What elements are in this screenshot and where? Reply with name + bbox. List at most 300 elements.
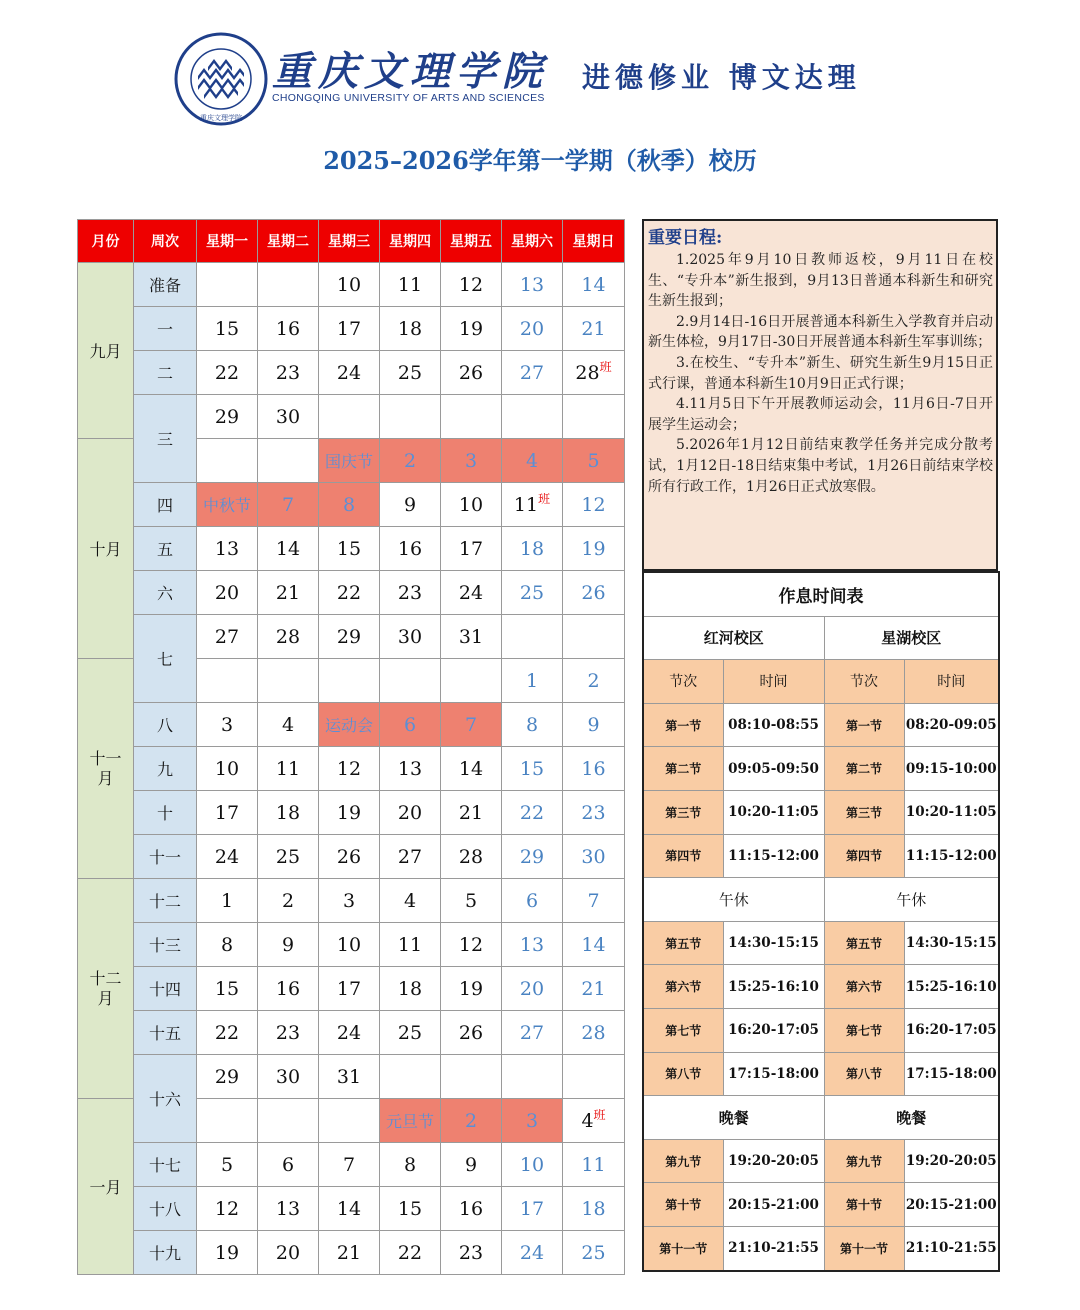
day-cell: 11 [563,1143,625,1187]
day-cell: 21 [563,967,625,1011]
day-cell: 27 [502,351,563,395]
week-label: 十 [134,791,197,835]
day-cell: 2 [563,659,625,703]
day-cell: 30 [258,395,319,439]
day-number: 28 [575,361,600,384]
day-cell: 31 [441,615,502,659]
day-cell: 7 [319,1143,380,1187]
col-header-tue: 星期二 [258,220,319,263]
day-cell [563,395,625,439]
col-header-mon: 星期一 [197,220,258,263]
day-cell: 25 [563,1231,625,1275]
calendar-row [78,835,625,879]
day-cell: 10 [319,923,380,967]
week-label: 十八 [134,1187,197,1231]
day-cell: 16 [563,747,625,791]
day-cell: 12 [441,923,502,967]
timetable-header-row [643,660,999,704]
campus-xinghu: 星湖校区 [824,616,999,660]
period-name: 第八节 [643,1052,723,1096]
period-name: 第五节 [643,921,723,965]
holiday-cell: 2 [380,439,441,483]
schedule-note: 1.2025年9月10日教师返校，9月11日在校生、“专升本”新生报到，9月13日普通本科新生和研究生新生报到； [648,252,993,310]
day-cell: 29 [502,835,563,879]
day-cell: 25 [502,571,563,615]
day-cell: 18 [258,791,319,835]
logo-ring-text: 重庆文理学院 [200,114,242,122]
period-name: 第十一节 [824,1226,904,1270]
day-cell: 21 [563,307,625,351]
holiday-cell: 5 [563,439,625,483]
col-header-period: 节次 [824,660,904,704]
holiday-cell: 7 [441,703,502,747]
day-cell: 9 [441,1143,502,1187]
day-cell: 12 [563,483,625,527]
day-cell: 24 [319,351,380,395]
period-name: 第八节 [824,1052,904,1096]
calendar-row [78,967,625,1011]
calendar-row [78,703,625,747]
day-cell [197,263,258,307]
timetable-title-row [643,572,999,616]
month-label: 十月 [78,439,134,659]
col-header-fri: 星期五 [441,220,502,263]
day-cell [319,395,380,439]
day-cell: 19 [563,527,625,571]
day-cell: 29 [197,1055,258,1099]
week-label: 一 [134,307,197,351]
day-cell: 20 [197,571,258,615]
day-cell: 16 [441,1187,502,1231]
period-name: 第九节 [824,1139,904,1183]
day-cell-workday [563,1099,625,1143]
day-cell: 23 [380,571,441,615]
calendar-row [78,1011,625,1055]
day-cell: 29 [197,395,258,439]
period-name: 第六节 [824,965,904,1009]
period-time: 17:15-18:00 [904,1052,999,1096]
week-label: 六 [134,571,197,615]
day-cell: 9 [563,703,625,747]
day-number: 11 [513,493,539,516]
period-time: 09:15-10:00 [904,747,999,791]
day-cell: 13 [197,527,258,571]
day-cell: 16 [380,527,441,571]
day-cell: 9 [258,923,319,967]
period-row [643,790,999,834]
calendar-row [78,1143,625,1187]
campus-row [643,616,999,660]
holiday-cell: 中秋节 [197,483,258,527]
day-cell: 14 [563,923,625,967]
timetable [642,571,1000,1272]
workday-mark: 班 [538,491,551,506]
day-cell [380,659,441,703]
day-cell: 23 [258,1011,319,1055]
day-cell: 25 [258,835,319,879]
day-cell [258,659,319,703]
day-cell: 6 [502,879,563,923]
holiday-cell: 4 [502,439,563,483]
period-time: 09:05-09:50 [723,747,824,791]
schedule-note: 3.在校生、“专升本”新生、研究生新生9月15日正式行课，普通本科新生10月9日正式行课； [648,354,993,392]
day-cell: 26 [441,1011,502,1055]
day-cell: 24 [197,835,258,879]
period-name: 第三节 [824,790,904,834]
week-label: 十七 [134,1143,197,1187]
day-cell: 14 [258,527,319,571]
day-cell: 21 [258,571,319,615]
month-label: 一月 [78,1099,134,1275]
week-label: 十二 [134,879,197,923]
col-header-time: 时间 [904,660,999,704]
week-label: 十一 [134,835,197,879]
day-cell: 10 [319,263,380,307]
important-schedule-title: 重要日程: [648,228,723,248]
day-cell [563,1055,625,1099]
day-cell: 28 [258,615,319,659]
day-cell: 22 [502,791,563,835]
period-time: 10:20-11:05 [723,790,824,834]
day-cell: 22 [197,351,258,395]
week-label: 七 [134,615,197,703]
day-cell: 19 [441,307,502,351]
day-cell: 18 [380,967,441,1011]
page-title: 2025–2026学年第一学期（秋季）校历 [323,146,757,175]
day-cell: 25 [380,1011,441,1055]
break-row [643,1096,999,1140]
week-label: 十六 [134,1055,197,1143]
day-cell [563,615,625,659]
day-cell: 30 [563,835,625,879]
day-cell: 23 [441,1231,502,1275]
period-time: 14:30-15:15 [723,921,824,965]
day-cell: 19 [197,1231,258,1275]
week-label: 十四 [134,967,197,1011]
day-cell: 8 [502,703,563,747]
day-cell: 12 [197,1187,258,1231]
day-cell [319,1099,380,1143]
day-cell: 17 [319,967,380,1011]
schedule-note: 2.9月14日-16日开展普通本科新生入学教育并启动新生体检，9月17日-30日开展普通本科新生军事训练； [648,313,993,351]
period-name: 第十节 [824,1183,904,1227]
dinner-break-label: 晚餐 [824,1096,999,1140]
period-time: 19:20-20:05 [904,1139,999,1183]
day-cell: 27 [380,835,441,879]
day-cell [502,1055,563,1099]
period-time: 20:15-21:00 [723,1183,824,1227]
holiday-cell: 国庆节 [319,439,380,483]
col-header-period: 节次 [643,660,723,704]
day-cell: 3 [197,703,258,747]
calendar-row [78,351,625,395]
day-cell: 19 [319,791,380,835]
day-cell [441,395,502,439]
timetable-title: 作息时间表 [643,572,999,616]
day-cell [197,439,258,483]
day-cell-workday [502,483,563,527]
day-cell: 19 [441,967,502,1011]
day-cell: 14 [441,747,502,791]
day-cell: 17 [319,307,380,351]
period-name: 第二节 [824,747,904,791]
day-cell: 14 [563,263,625,307]
period-name: 第四节 [824,834,904,878]
day-cell: 21 [441,791,502,835]
period-name: 第二节 [643,747,723,791]
period-time: 21:10-21:55 [723,1226,824,1270]
period-name: 第四节 [643,834,723,878]
holiday-cell: 运动会 [319,703,380,747]
day-cell: 30 [258,1055,319,1099]
calendar-row [78,483,625,527]
calendar-row [78,791,625,835]
day-cell: 18 [563,1187,625,1231]
holiday-cell: 3 [441,439,502,483]
day-cell [258,1099,319,1143]
period-time: 21:10-21:55 [904,1226,999,1270]
period-time: 11:15-12:00 [904,834,999,878]
day-cell: 13 [258,1187,319,1231]
day-cell: 13 [380,747,441,791]
col-header-sun: 星期日 [563,220,625,263]
day-cell [502,395,563,439]
day-cell: 8 [380,1143,441,1187]
period-name: 第一节 [643,703,723,747]
day-cell: 23 [258,351,319,395]
holiday-cell: 2 [441,1099,502,1143]
day-cell: 3 [319,879,380,923]
calendar-row [78,879,625,923]
day-cell: 21 [319,1231,380,1275]
calendar-row [78,923,625,967]
period-time: 11:15-12:00 [723,834,824,878]
noon-break-label: 午休 [824,878,999,922]
week-label: 十五 [134,1011,197,1055]
period-row [643,1139,999,1183]
day-cell: 28 [441,835,502,879]
day-cell: 15 [197,967,258,1011]
day-cell: 2 [258,879,319,923]
period-time: 14:30-15:15 [904,921,999,965]
calendar-row [78,1055,625,1099]
period-name: 第一节 [824,703,904,747]
period-row [643,747,999,791]
break-row [643,878,999,922]
calendar-row [78,1231,625,1275]
workday-mark: 班 [593,1107,606,1122]
noon-break-label: 午休 [643,878,824,922]
day-cell: 17 [441,527,502,571]
calendar-row [78,527,625,571]
day-cell: 25 [380,351,441,395]
day-cell-workday [563,351,625,395]
week-label: 二 [134,351,197,395]
period-row [643,1008,999,1052]
day-cell: 1 [502,659,563,703]
calendar-header-row [78,220,625,263]
school-logo [174,32,268,126]
school-name-cn: 重庆文理学院 [272,48,548,95]
day-cell [380,395,441,439]
day-cell: 20 [502,307,563,351]
day-cell: 29 [319,615,380,659]
period-time: 19:20-20:05 [723,1139,824,1183]
day-cell: 14 [319,1187,380,1231]
day-cell: 24 [319,1011,380,1055]
calendar-row [78,571,625,615]
col-header-time: 时间 [723,660,824,704]
period-row [643,965,999,1009]
schedule-note: 5.2026年1月12日前结束教学任务并完成分散考试，1月12日-18日结束集中考试，1月26日前结束学校所有行政工作，1月26日正式放寒假。 [648,437,993,495]
day-cell: 13 [502,923,563,967]
calendar-row [78,615,625,659]
day-cell: 20 [258,1231,319,1275]
week-label: 九 [134,747,197,791]
day-cell: 15 [197,307,258,351]
calendar-row [78,395,625,439]
period-time: 20:15-21:00 [904,1183,999,1227]
day-cell: 28 [563,1011,625,1055]
day-cell: 12 [319,747,380,791]
month-label [78,659,134,879]
day-cell: 17 [502,1187,563,1231]
day-cell: 23 [563,791,625,835]
week-label: 准备 [134,263,197,307]
holiday-cell: 元旦节 [380,1099,441,1143]
week-label: 十九 [134,1231,197,1275]
day-cell: 26 [441,351,502,395]
month-label: 九月 [78,263,134,439]
period-name: 第九节 [643,1139,723,1183]
period-time: 08:10-08:55 [723,703,824,747]
col-header-week: 周次 [134,220,197,263]
day-cell: 11 [380,263,441,307]
schedule-note: 4.11月5日下午开展教师运动会，11月6日-7日开展学生运动会； [648,396,993,433]
day-cell: 20 [502,967,563,1011]
day-cell: 11 [258,747,319,791]
period-time: 16:20-17:05 [904,1008,999,1052]
dinner-break-label: 晚餐 [643,1096,824,1140]
month-label-text: 十一月 [89,748,122,788]
day-cell: 9 [380,483,441,527]
col-header-month: 月份 [78,220,134,263]
day-cell: 8 [197,923,258,967]
day-cell: 16 [258,967,319,1011]
holiday-cell: 3 [502,1099,563,1143]
period-time: 16:20-17:05 [723,1008,824,1052]
day-cell [258,439,319,483]
day-cell [380,1055,441,1099]
day-cell: 11 [380,923,441,967]
day-cell: 30 [380,615,441,659]
month-label-text: 十二月 [89,968,122,1008]
day-cell: 27 [197,615,258,659]
col-header-sat: 星期六 [502,220,563,263]
day-number: 4 [581,1109,594,1132]
day-cell: 4 [380,879,441,923]
day-cell: 5 [441,879,502,923]
school-name-en: CHONGQING UNIVERSITY OF ARTS AND SCIENCES [272,92,545,104]
period-row [643,1052,999,1096]
day-cell: 12 [441,263,502,307]
day-cell: 4 [258,703,319,747]
day-cell: 20 [380,791,441,835]
week-label: 八 [134,703,197,747]
holiday-cell: 8 [319,483,380,527]
week-label: 五 [134,527,197,571]
calendar-row [78,747,625,791]
day-cell: 22 [319,571,380,615]
holiday-cell: 7 [258,483,319,527]
day-cell: 17 [197,791,258,835]
day-cell: 24 [502,1231,563,1275]
day-cell: 26 [563,571,625,615]
day-cell: 10 [502,1143,563,1187]
day-cell [319,659,380,703]
period-time: 15:25-16:10 [723,965,824,1009]
period-name: 第七节 [643,1008,723,1052]
month-label [78,879,134,1099]
holiday-cell: 6 [380,703,441,747]
calendar-row [78,1187,625,1231]
day-cell [197,1099,258,1143]
day-cell: 15 [502,747,563,791]
day-cell: 26 [319,835,380,879]
day-cell [197,659,258,703]
period-time: 10:20-11:05 [904,790,999,834]
period-row [643,921,999,965]
day-cell: 7 [563,879,625,923]
day-cell: 15 [319,527,380,571]
period-time: 15:25-16:10 [904,965,999,1009]
day-cell: 31 [319,1055,380,1099]
day-cell: 27 [502,1011,563,1055]
period-row [643,703,999,747]
day-cell: 15 [380,1187,441,1231]
period-name: 第十节 [643,1183,723,1227]
period-time: 17:15-18:00 [723,1052,824,1096]
period-name: 第三节 [643,790,723,834]
day-cell [258,263,319,307]
calendar-row [78,307,625,351]
period-row [643,1226,999,1270]
week-label: 三 [134,395,197,483]
day-cell [441,1055,502,1099]
calendar-table [77,219,625,1275]
school-motto: 进德修业 博文达理 [582,61,861,94]
day-cell: 10 [441,483,502,527]
period-name: 第十一节 [643,1226,723,1270]
col-header-wed: 星期三 [319,220,380,263]
day-cell: 1 [197,879,258,923]
important-schedule-box [642,219,998,571]
day-cell [502,615,563,659]
calendar-row [78,263,625,307]
campus-honghe: 红河校区 [643,616,824,660]
workday-mark: 班 [599,359,612,374]
period-name: 第七节 [824,1008,904,1052]
period-name: 第六节 [643,965,723,1009]
col-header-thu: 星期四 [380,220,441,263]
period-name: 第五节 [824,921,904,965]
day-cell: 18 [502,527,563,571]
period-time: 08:20-09:05 [904,703,999,747]
day-cell [441,659,502,703]
week-label: 四 [134,483,197,527]
day-cell: 5 [197,1143,258,1187]
day-cell: 18 [380,307,441,351]
